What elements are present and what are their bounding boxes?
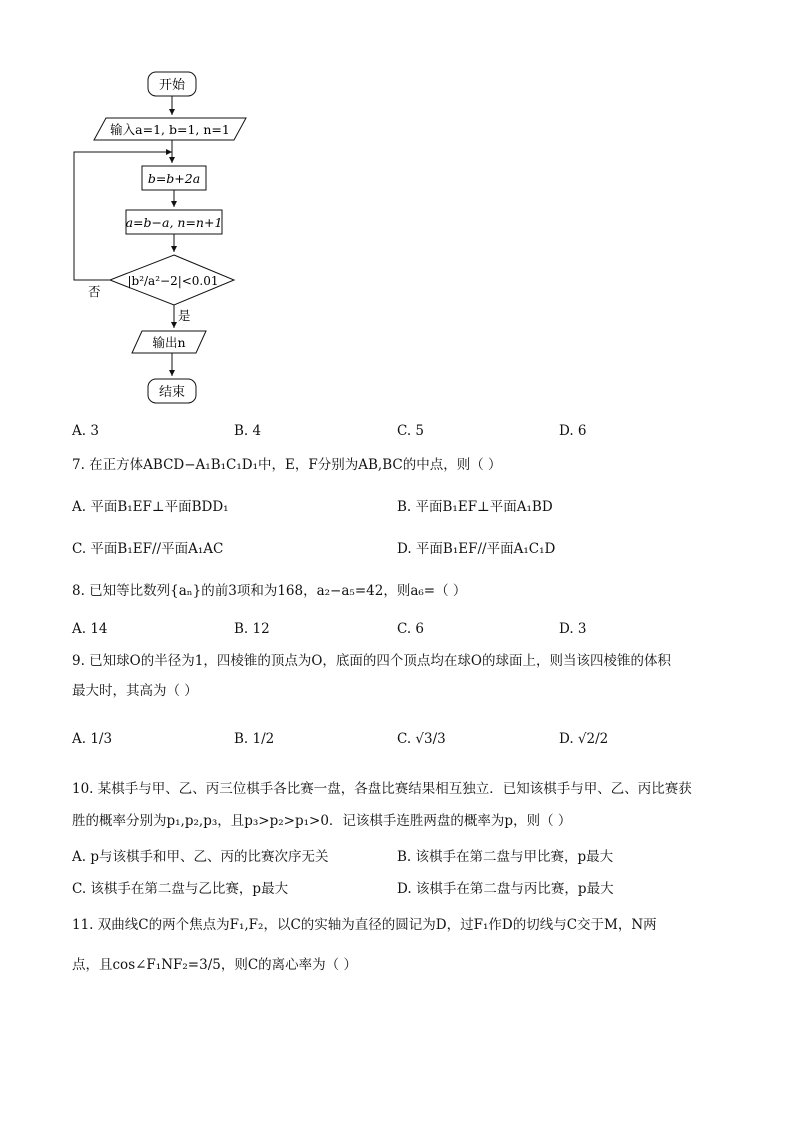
yes-label: 是 (178, 308, 191, 323)
q8-stem: 8. 已知等比数列{aₙ}的前3项和为168，a₂−a₅=42，则a₆=（ ） (72, 583, 467, 599)
q8-option-c: C. 6 (397, 621, 425, 637)
q6-option-a: A. 3 (72, 423, 99, 439)
q6-option-b: B. 4 (234, 423, 262, 439)
q10-option-c: C. 该棋手在第二盘与乙比赛，p最大 (72, 881, 289, 897)
q10-line1: 10. 某棋手与甲、乙、丙三位棋手各比赛一盘，各盘比赛结果相互独立．已知该棋手与甲、乙、丙比赛获 (72, 781, 692, 797)
q7-option-c: C. 平面B₁EF//平面A₁AC (72, 541, 224, 557)
step1-label: b=b+2a (147, 171, 201, 186)
input-label: 输入a=1, b=1, n=1 (110, 122, 230, 137)
q8-option-b: B. 12 (234, 621, 270, 637)
q10-line2: 胜的概率分别为p₁,p₂,p₃，且p₃>p₂>p₁>0．记该棋手连胜两盘的概率为p，则（ ） (72, 813, 572, 829)
q7-option-a: A. 平面B₁EF⊥平面BDD₁ (72, 499, 229, 515)
start-label: 开始 (158, 78, 186, 93)
q9-line2: 最大时，其高为（ ） (72, 683, 198, 699)
q10-option-b: B. 该棋手在第二盘与甲比赛，p最大 (397, 849, 614, 865)
q8-option-d: D. 3 (559, 621, 587, 637)
output-label: 输出n (152, 335, 186, 350)
q7-stem: 7. 在正方体ABCD−A₁B₁C₁D₁中，E，F分别为AB,BC的中点，则（ ） (72, 457, 502, 473)
no-label: 否 (88, 284, 101, 299)
q10-option-d: D. 该棋手在第二盘与丙比赛，p最大 (397, 881, 614, 897)
q7-option-b: B. 平面B₁EF⊥平面A₁BD (397, 499, 553, 515)
q11-line1: 11. 双曲线C的两个焦点为F₁,F₂，以C的实轴为直径的圆记为D，过F₁作D的切线与C交于M，N两 (72, 917, 657, 933)
q7-option-d: D. 平面B₁EF//平面A₁C₁D (397, 541, 556, 557)
q9-option-c: C. √3/3 (397, 731, 446, 747)
flowchart (60, 60, 320, 470)
q8-option-a: A. 14 (72, 621, 108, 637)
q10-option-a: A. p与该棋手和甲、乙、丙的比赛次序无关 (72, 849, 329, 865)
step2-label: a=b−a, n=n+1 (125, 215, 223, 230)
q9-line1: 9. 已知球O的半径为1，四棱锥的顶点为O，底面的四个顶点均在球O的球面上，则当该四棱锥的体积 (72, 653, 671, 669)
q6-option-d: D. 6 (559, 423, 587, 439)
q6-option-c: C. 5 (397, 423, 425, 439)
q11-line2: 点，且cos∠F₁NF₂=3/5，则C的离心率为（ ） (72, 957, 357, 973)
q9-option-d: D. √2/2 (559, 731, 609, 747)
condition-label: |b²/a²−2|<0.01 (127, 274, 219, 288)
end-label: 结束 (158, 385, 186, 400)
q9-option-a: A. 1/3 (72, 731, 113, 747)
q9-option-b: B. 1/2 (234, 731, 275, 747)
